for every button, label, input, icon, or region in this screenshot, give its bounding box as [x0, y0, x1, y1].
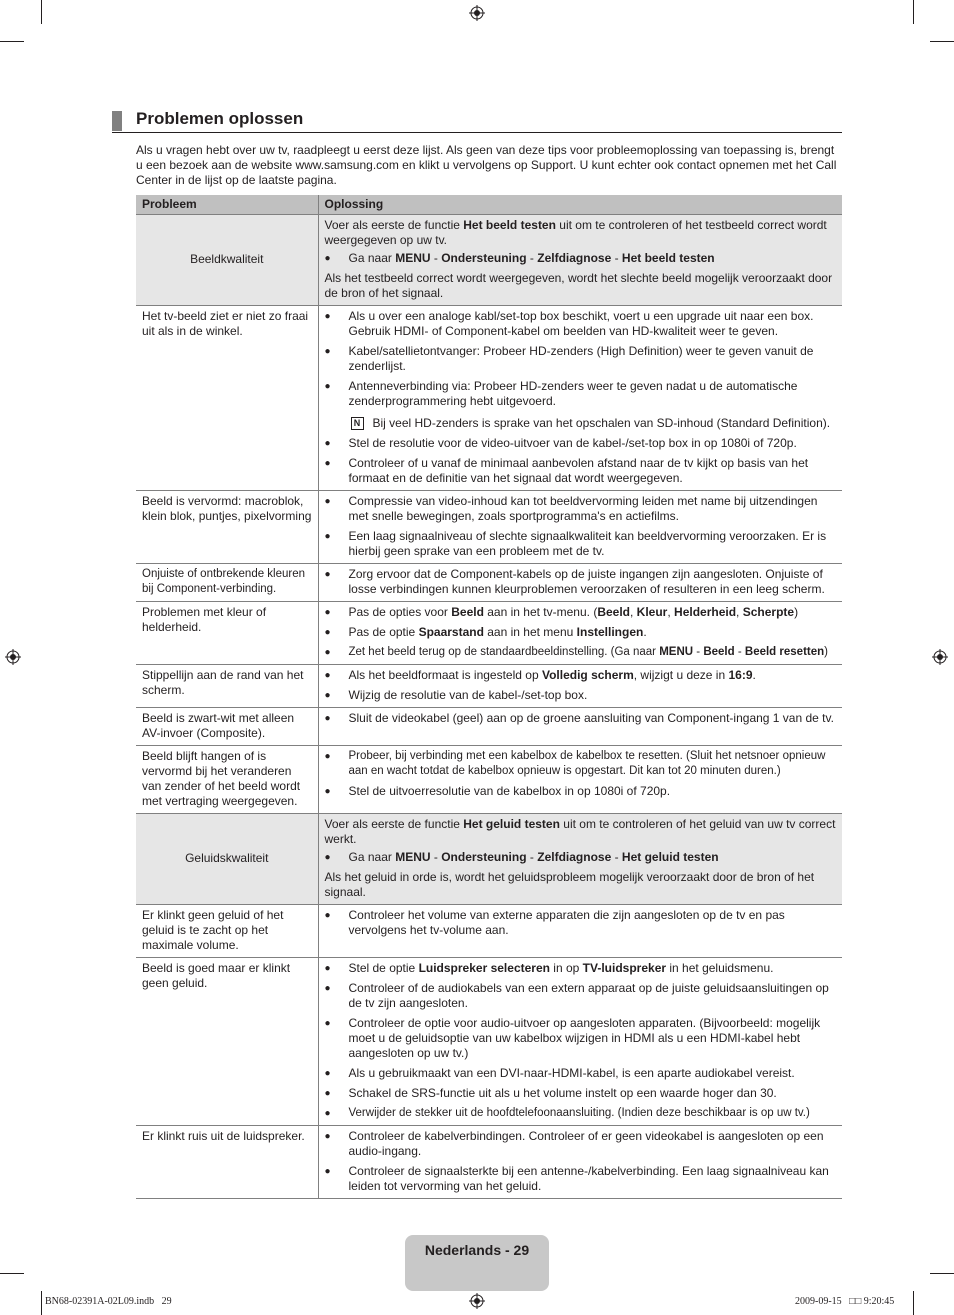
solution-cell [318, 905, 842, 958]
list-item: ● Als het beeldformaat is ingesteld op Volledig scherm, wijzigt u deze in 16:9. [325, 668, 837, 683]
solution-cell [318, 958, 842, 1126]
problem-cell: Er klinkt geen geluid of het geluid is te zacht op het maximale volume. [136, 905, 318, 958]
list-item: ● Probeer, bij verbinding met een kabelbox de kabelbox te resetten. (Sluit het netsnoer opnieuw aan en wacht totdat de kabelbox opnieuw is opgestart. Dit kan tot 20 minuten duren.) [325, 749, 837, 779]
table-row [136, 665, 842, 708]
problem-label: Beeldkwaliteit [190, 252, 264, 266]
print-timestamp: 2009-09-15 □□ 9:20:45 [795, 1296, 895, 1307]
list-item: ● Controleer of de audiokabels van een extern apparaat op de juiste geluidsaansluitingen op de tv zijn aangesloten. [325, 981, 837, 1011]
crop-mark [0, 41, 24, 42]
crop-mark [930, 1273, 954, 1274]
list-item: ● Als u gebruikmaakt van een DVI-naar-HDMI-kabel, is een aparte audiokabel vereist. [325, 1066, 837, 1081]
problem-cell: Er klinkt ruis uit de luidspreker. [136, 1126, 318, 1199]
solution-text: Als het testbeeld correct wordt weergegeven, wordt het slechte beeld mogelijk veroorzaakt door de bron of het signaal. [324, 271, 833, 300]
table-row [136, 746, 842, 814]
list-item: ● Een laag signaalniveau of slechte signaalkwaliteit kan beeldvervorming veroorzaken. Er is hierbij geen sprake van een probleem met de tv. [325, 529, 837, 559]
problem-cell: Stippellijn aan de rand van het scherm. [136, 665, 318, 708]
list-item: ● Antenneverbinding via: Probeer HD-zenders weer te geven nadat u de automatische zenderprogrammering hebt uitgevoerd. [325, 379, 837, 409]
list-item: ● Pas de optie Spaarstand aan in het menu Instellingen. [325, 625, 837, 640]
problem-cell: Beeld blijft hangen of is vervormd bij het veranderen van zender of het beeld wordt met vertraging weergegeven. [136, 746, 318, 814]
solution-cell [318, 665, 842, 708]
registration-mark-icon [469, 5, 485, 21]
list-item: ● Controleer het volume van externe apparaten die zijn aangesloten op de tv en pas vervolgens het tv-volume aan. [325, 908, 837, 938]
troubleshooting-table [136, 195, 842, 1199]
list-item: ● Compressie van video-inhoud kan tot beeldvervorming leiden met name bij uitzendingen met snelle bewegingen, zoals sportprogramma's en actiefilms. [325, 494, 837, 524]
problem-cell: Problemen met kleur of helderheid. [136, 602, 318, 665]
table-row [136, 958, 842, 1126]
list-item: ● Controleer de optie voor audio-uitvoer op aangesloten apparaten. (Bijvoorbeeld: mogelijk moet u de geluidsoptie van uw kabelbox wijzigen in HDMI als u een HDMI-kabel hebt aangesloten op uw tv.) [325, 1016, 837, 1061]
menu-path: ● Ga naar MENU - Ondersteuning - Zelfdiagnose - Het beeld testen [325, 251, 837, 266]
problem-cell: Beeld is zwart-wit met alleen AV-invoer (Composite). [136, 708, 318, 746]
solution-text: Voer als eerste de functie Het geluid testen uit om te controleren of het geluid van uw tv correct werkt. [324, 817, 836, 846]
list-item: ● Sluit de videokabel (geel) aan op de groene aansluiting van Component-ingang 1 van de tv. [325, 711, 837, 726]
problem-cell [136, 215, 318, 306]
table-row [136, 708, 842, 746]
solution-cell [318, 1126, 842, 1199]
crop-mark [0, 1273, 24, 1274]
registration-mark-icon [5, 649, 21, 665]
list-item: ● Stel de resolutie voor de video-uitvoer van de kabel-/set-top box in op 1080i of 720p. [325, 436, 837, 451]
table-header-row [136, 195, 842, 215]
registration-mark-icon [469, 1293, 485, 1309]
crop-mark [930, 41, 954, 42]
list-item: ● Schakel de SRS-functie uit als u het volume instelt op een waarde hoger dan 30. [325, 1086, 837, 1101]
list-item: ● Verwijder de stekker uit de hoofdtelefoonaansluiting. (Indien deze beschikbaar is op uw tv.) [325, 1106, 837, 1121]
solution-cell [318, 746, 842, 814]
page-title: Problemen oplossen [136, 109, 304, 128]
note-icon: N [351, 417, 364, 430]
intro-paragraph: Als u vragen hebt over uw tv, raadpleegt u eerst deze lijst. Als geen van deze tips voor probleemoplossing van toepassing is, brengt u een bezoek aan de website www.samsung.com en klikt u vervolgens op Support. U kunt echter ook contact opnemen met het Call Center in de lijst op de laatste pagina. [136, 143, 837, 187]
solution-cell [318, 814, 842, 905]
list-item: ● Zet het beeld terug op de standaardbeeldinstelling. (Ga naar MENU - Beeld - Beeld resetten) [325, 645, 837, 660]
table-row [136, 602, 842, 665]
table-row [136, 1126, 842, 1199]
problem-cell [136, 814, 318, 905]
solution-cell [318, 306, 842, 491]
problem-label: Geluidskwaliteit [185, 851, 269, 865]
column-header-problem: Probleem [136, 195, 318, 215]
problem-cell: Het tv-beeld ziet er niet zo fraai uit als in de winkel. [136, 306, 318, 491]
solution-text: Als het geluid in orde is, wordt het geluidsprobleem mogelijk veroorzaakt door de bron of het signaal. [324, 870, 815, 899]
list-item: ● Controleer de kabelverbindingen. Controleer of er geen videokabel is aangesloten op een audio-ingang. [325, 1129, 837, 1159]
table-row [136, 905, 842, 958]
list-item: ● Als u over een analoge kabl/set-top box beschikt, voert u een upgrade uit naar een box. Gebruik HDMI- of Component-kabel om beelden van HD-kwaliteit weer te geven. [325, 309, 837, 339]
heading-bar [112, 111, 122, 131]
print-file-info: BN68-02391A-02L09.indb 29 [45, 1296, 172, 1307]
note-item: N Bij veel HD-zenders is sprake van het opschalen van SD-inhoud (Standard Definition). [325, 416, 837, 431]
table-row [136, 491, 842, 564]
list-item: ● Pas de opties voor Beeld aan in het tv-menu. (Beeld, Kleur, Helderheid, Scherpte) [325, 605, 837, 620]
table-row [136, 814, 842, 905]
solution-cell [318, 708, 842, 746]
crop-mark [913, 1291, 914, 1315]
problem-cell: Beeld is goed maar er klinkt geen geluid. [136, 958, 318, 1126]
registration-mark-icon [932, 649, 948, 665]
list-item: ● Controleer de signaalsterkte bij een antenne-/kabelverbinding. Een laag signaalniveau kan leiden tot vervorming van het geluid. [325, 1164, 837, 1194]
crop-mark [913, 0, 914, 24]
section-heading [112, 108, 842, 133]
solution-text: Voer als eerste de functie Het beeld testen uit om te controleren of het testbeeld correct wordt weergegeven op uw tv. [324, 218, 827, 247]
list-item: ● Stel de uitvoerresolutie van de kabelbox in op 1080i of 720p. [325, 784, 837, 799]
list-item: ● Kabel/satellietontvanger: Probeer HD-zenders (High Definition) weer te geven vanuit de zenderlijst. [325, 344, 837, 374]
solution-cell [318, 215, 842, 306]
table-row [136, 564, 842, 602]
column-header-solution: Oplossing [318, 195, 842, 215]
solution-cell [318, 491, 842, 564]
solution-cell [318, 564, 842, 602]
solution-cell [318, 602, 842, 665]
list-item: ● Stel de optie Luidspreker selecteren in op TV-luidspreker in het geluidsmenu. [325, 961, 837, 976]
crop-mark [41, 1291, 42, 1315]
problem-cell: Onjuiste of ontbrekende kleuren bij Component-verbinding. [136, 564, 318, 602]
table-row [136, 215, 842, 306]
crop-mark [41, 0, 42, 24]
list-item: ● Zorg ervoor dat de Component-kabels op de juiste ingangen zijn aangesloten. Onjuiste of losse verbindingen kunnen kleurproblemen veroorzaken of resulteren in een leeg scherm. [325, 567, 837, 597]
list-item: ● Controleer of u vanaf de minimaal aanbevolen afstand naar de tv kijkt op basis van het formaat en de definitie van het signaal dat wordt weergegeven. [325, 456, 837, 486]
table-row [136, 306, 842, 491]
menu-path: ● Ga naar MENU - Ondersteuning - Zelfdiagnose - Het geluid testen [325, 850, 837, 865]
problem-cell: Beeld is vervormd: macroblok, klein blok, puntjes, pixelvorming [136, 491, 318, 564]
list-item: ● Wijzig de resolutie van de kabel-/set-top box. [325, 688, 837, 703]
page-number: Nederlands - 29 [424, 1242, 530, 1258]
